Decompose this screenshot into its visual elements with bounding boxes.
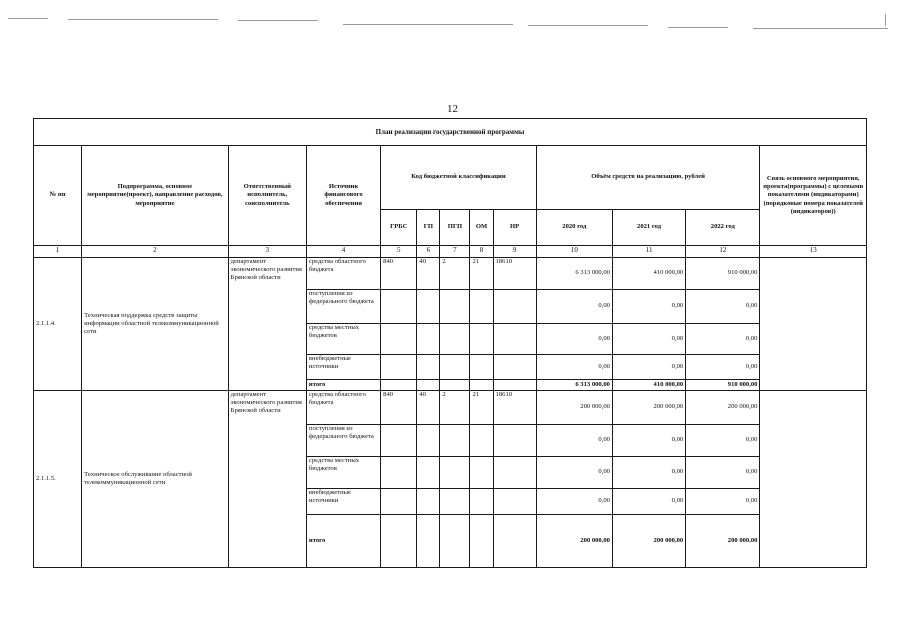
code-pgp xyxy=(440,355,470,380)
activity-name: Техническое обслуживание областной телекоммуникационной сети xyxy=(82,391,229,568)
code-gp xyxy=(417,380,440,391)
amount-2022: 0,00 xyxy=(686,457,760,489)
funding-source: средства местных бюджетов xyxy=(306,457,380,489)
header-volume: Объём средств на реализацию, рублей xyxy=(536,146,760,210)
code-nr xyxy=(493,489,536,515)
amount-2022: 910 000,00 xyxy=(686,258,760,290)
code-grbs xyxy=(381,515,417,568)
amount-2021: 0,00 xyxy=(612,355,685,380)
funding-source: средства областного бюджета xyxy=(306,391,380,425)
code-nr xyxy=(493,355,536,380)
header-year-2020: 2020 год xyxy=(536,210,612,246)
code-om xyxy=(470,290,493,324)
code-grbs xyxy=(381,324,417,355)
header-grbs: ГРБС xyxy=(381,210,417,246)
code-grbs xyxy=(381,457,417,489)
code-om xyxy=(470,425,493,457)
header-nr: НР xyxy=(493,210,536,246)
column-number: 4 xyxy=(306,246,380,258)
code-gp xyxy=(417,425,440,457)
code-pgp: 2 xyxy=(440,391,470,425)
amount-2021: 200 000,00 xyxy=(612,391,685,425)
amount-2020: 0,00 xyxy=(536,290,612,324)
code-gp xyxy=(417,324,440,355)
funding-source: внебюджетные источники xyxy=(306,489,380,515)
total-2022: 910 000,00 xyxy=(686,380,760,391)
header-gp: ГП xyxy=(417,210,440,246)
amount-2022: 200 000,00 xyxy=(686,391,760,425)
code-om: 21 xyxy=(470,258,493,290)
code-grbs xyxy=(381,355,417,380)
column-number: 8 xyxy=(470,246,493,258)
column-number: 3 xyxy=(228,246,306,258)
header-om: ОМ xyxy=(470,210,493,246)
indicator-link xyxy=(760,391,867,568)
code-nr xyxy=(493,380,536,391)
table-title: План реализации государственной программы xyxy=(34,119,867,146)
column-number: 9 xyxy=(493,246,536,258)
table-row xyxy=(34,258,867,290)
header-budget-code: Код бюджетной классификации xyxy=(381,146,537,210)
total-2021: 410 000,00 xyxy=(612,380,685,391)
header-pgp: ПГП xyxy=(440,210,470,246)
amount-2020: 0,00 xyxy=(536,457,612,489)
activity-name: Техническая поддержка средств защиты информации областной телекоммуникационной сети xyxy=(82,258,229,391)
header-subprogram: Подпрограмма, основное мероприятие(проект), направление расходов, мероприятие xyxy=(82,146,229,246)
column-number: 13 xyxy=(760,246,867,258)
total-2020: 200 000,00 xyxy=(536,515,612,568)
amount-2020: 200 000,00 xyxy=(536,391,612,425)
code-pgp xyxy=(440,515,470,568)
code-om xyxy=(470,489,493,515)
code-nr xyxy=(493,425,536,457)
code-gp: 40 xyxy=(417,258,440,290)
column-number: 11 xyxy=(612,246,685,258)
amount-2021: 0,00 xyxy=(612,290,685,324)
code-grbs: 840 xyxy=(381,391,417,425)
code-nr: 18610 xyxy=(493,391,536,425)
code-gp xyxy=(417,457,440,489)
code-nr xyxy=(493,290,536,324)
code-pgp xyxy=(440,290,470,324)
code-grbs: 840 xyxy=(381,258,417,290)
code-nr xyxy=(493,457,536,489)
code-gp: 40 xyxy=(417,391,440,425)
column-number: 5 xyxy=(381,246,417,258)
page-number: 12 xyxy=(447,103,458,115)
code-grbs xyxy=(381,425,417,457)
column-number: 7 xyxy=(440,246,470,258)
column-number: 10 xyxy=(536,246,612,258)
amount-2020: 0,00 xyxy=(536,355,612,380)
funding-source: поступления из федерального бюджета xyxy=(306,290,380,324)
amount-2020: 0,00 xyxy=(536,324,612,355)
total-2021: 200 000,00 xyxy=(612,515,685,568)
header-year-2021: 2021 год xyxy=(612,210,685,246)
code-pgp xyxy=(440,425,470,457)
code-pgp xyxy=(440,380,470,391)
funding-source-total: итого xyxy=(306,380,380,391)
column-number: 2 xyxy=(82,246,229,258)
code-grbs xyxy=(381,380,417,391)
code-grbs xyxy=(381,489,417,515)
amount-2022: 0,00 xyxy=(686,425,760,457)
code-pgp xyxy=(440,457,470,489)
column-number: 1 xyxy=(34,246,82,258)
amount-2020: 6 313 000,00 xyxy=(536,258,612,290)
code-nr: 18610 xyxy=(493,258,536,290)
activity-number: 2.1.1.5. xyxy=(34,391,82,568)
amount-2021: 0,00 xyxy=(612,425,685,457)
scan-artifact-line xyxy=(8,14,888,38)
amount-2021: 0,00 xyxy=(612,324,685,355)
total-2020: 6 313 000,00 xyxy=(536,380,612,391)
code-nr xyxy=(493,324,536,355)
amount-2022: 0,00 xyxy=(686,489,760,515)
indicator-link xyxy=(760,258,867,391)
code-gp xyxy=(417,489,440,515)
funding-source-total: итого xyxy=(306,515,380,568)
column-number: 12 xyxy=(686,246,760,258)
total-2022: 200 000,00 xyxy=(686,515,760,568)
code-om xyxy=(470,380,493,391)
activity-executor: департамент экономического развития Брянской области xyxy=(228,391,306,568)
amount-2022: 0,00 xyxy=(686,290,760,324)
funding-source: средства местных бюджетов xyxy=(306,324,380,355)
code-om xyxy=(470,355,493,380)
activity-executor: департамент экономического развития Брянской области xyxy=(228,258,306,391)
code-om: 21 xyxy=(470,391,493,425)
code-gp xyxy=(417,290,440,324)
header-executor: Ответственный исполнитель, соисполнитель xyxy=(228,146,306,246)
activity-number: 2.1.1.4. xyxy=(34,258,82,391)
code-gp xyxy=(417,355,440,380)
code-pgp xyxy=(440,324,470,355)
amount-2020: 0,00 xyxy=(536,489,612,515)
amount-2020: 0,00 xyxy=(536,425,612,457)
code-om xyxy=(470,457,493,489)
code-gp xyxy=(417,515,440,568)
program-plan-table xyxy=(33,118,867,568)
funding-source: поступления из федерального бюджета xyxy=(306,425,380,457)
code-om xyxy=(470,515,493,568)
code-om xyxy=(470,324,493,355)
header-link: Связь основного мероприятия, проекта(программы) с целевыми показателями (индикаторами) (порядковые номера показателей (индикаторов)) xyxy=(760,146,867,246)
code-pgp xyxy=(440,489,470,515)
amount-2021: 0,00 xyxy=(612,457,685,489)
header-source: Источник финансового обеспечения xyxy=(306,146,380,246)
code-nr xyxy=(493,515,536,568)
amount-2021: 410 000,00 xyxy=(612,258,685,290)
table-row xyxy=(34,391,867,425)
header-num: № пп xyxy=(34,146,82,246)
amount-2022: 0,00 xyxy=(686,355,760,380)
code-pgp: 2 xyxy=(440,258,470,290)
funding-source: средства областного бюджета xyxy=(306,258,380,290)
header-year-2022: 2022 год xyxy=(686,210,760,246)
column-number: 6 xyxy=(417,246,440,258)
funding-source: внебюджетные источники xyxy=(306,355,380,380)
code-grbs xyxy=(381,290,417,324)
amount-2021: 0,00 xyxy=(612,489,685,515)
amount-2022: 0,00 xyxy=(686,324,760,355)
